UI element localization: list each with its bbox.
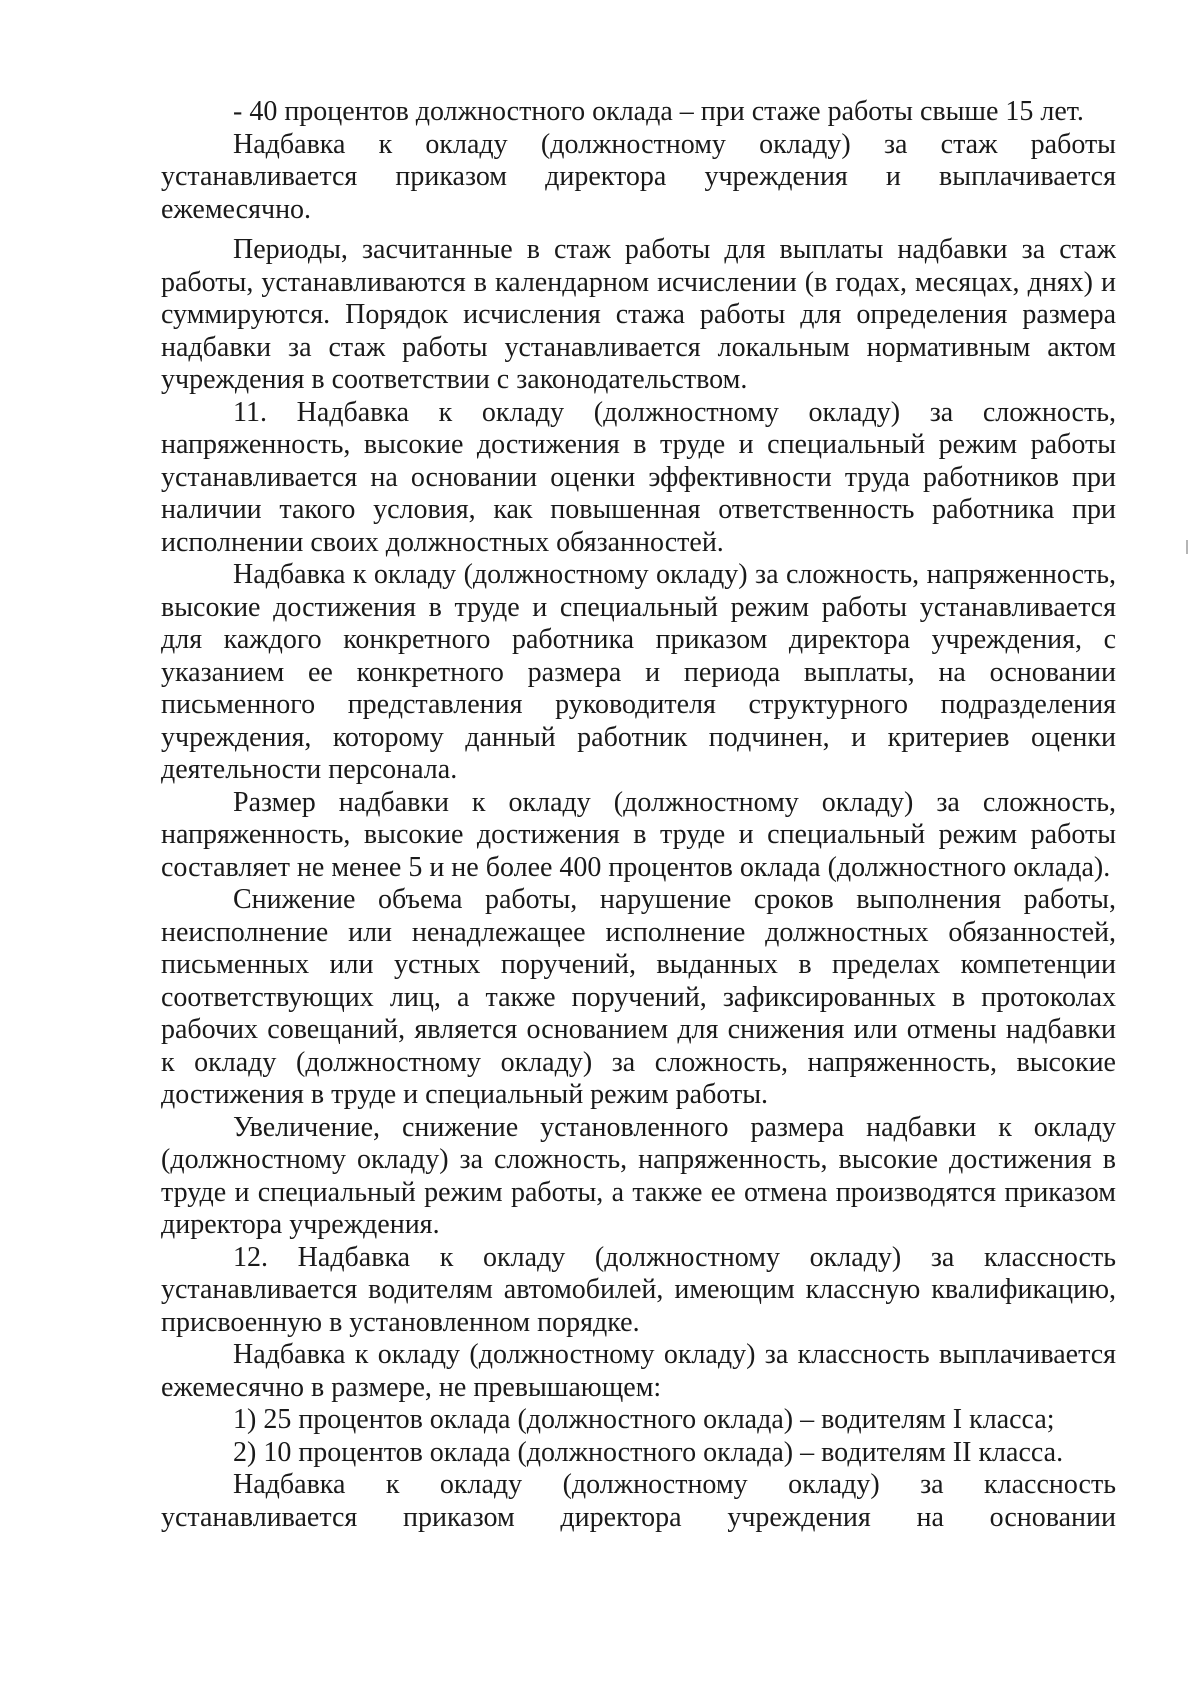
paragraph-item-11: 11. Надбавка к окладу (должностному окладу) за сложность, напряженность, высокие достижения в труде и специальный режим работы устанавливается на основании оценки эффективности труда работников при наличии такого условия, как повышенная ответственность работника при исполнении своих должностных обязанностей. [161,396,1116,558]
paragraph-item-12: 12. Надбавка к окладу (должностному окладу) за классность устанавливается водителям автомобилей, имеющим классную квалификацию, присвоенную в установленном порядке. [161,1241,1116,1338]
scan-artifact-mark [1186,540,1188,554]
paragraph-class-allowance-order: Надбавка к окладу (должностному окладу) за классность устанавливается приказом директора учреждения на основании [161,1469,1116,1533]
paragraph-complexity-allowance-size: Размер надбавки к окладу (должностному окладу) за сложность, напряженность, высокие достижения в труде и специальный режим работы составляет не менее 5 и не более 400 процентов оклада (должностного оклада). [161,786,1116,883]
paragraph-seniority-order: Надбавка к окладу (должностному окладу) за стаж работы устанавливается приказом директора учреждения и выплачивается ежемесячно. [161,128,1116,225]
paragraph-seniority-periods: Периоды, засчитанные в стаж работы для выплаты надбавки за стаж работы, устанавливаются в календарном исчислении (в годах, месяцах, днях) и суммируются. Порядок исчисления стажа работы для определения размера надбавки за стаж работы устанавливается локальным нормативным актом учреждения в соответствии с законодательством. [161,234,1116,395]
paragraph-class-allowance-size: Надбавка к окладу (должностному окладу) за классность выплачивается ежемесячно в размере, не превышающем: [161,1339,1116,1403]
paragraph-class-1-drivers: 1) 25 процентов оклада (должностного оклада) – водителям I класса; [233,1404,1055,1435]
paragraph-seniority-40-percent: - 40 процентов должностного оклада – при стаже работы свыше 15 лет. [233,96,1084,127]
document-body [161,96,1116,1534]
paragraph-class-2-drivers: 2) 10 процентов оклада (должностного оклада) – водителям II класса. [233,1436,1064,1468]
paragraph-allowance-reduction: Снижение объема работы, нарушение сроков выполнения работы, неисполнение или ненадлежащее исполнение должностных обязанностей, письменных или устных поручений, выданных в пределах компетенции соответствующих лиц, а также поручений, зафиксированных в протоколах рабочих совещаний, является основанием для снижения или отмены надбавки к окладу (должностному окладу) за сложность, напряженность, высокие достижения в труде и специальный режим работы. [161,884,1116,1110]
paragraph-allowance-change: Увеличение, снижение установленного размера надбавки к окладу (должностному окладу) за сложность, напряженность, высокие достижения в труде и специальный режим работы, а также ее отмена производятся приказом директора учреждения. [161,1111,1116,1240]
paragraph-complexity-allowance-order: Надбавка к окладу (должностному окладу) за сложность, напряженность, высокие достижения в труде и специальный режим работы устанавливается для каждого конкретного работника приказом директора учреждения, с указанием ее конкретного размера и периода выплаты, на основании письменного представления руководителя структурного подразделения учреждения, которому данный работник подчинен, и критериев оценки деятельности персонала. [161,559,1116,785]
